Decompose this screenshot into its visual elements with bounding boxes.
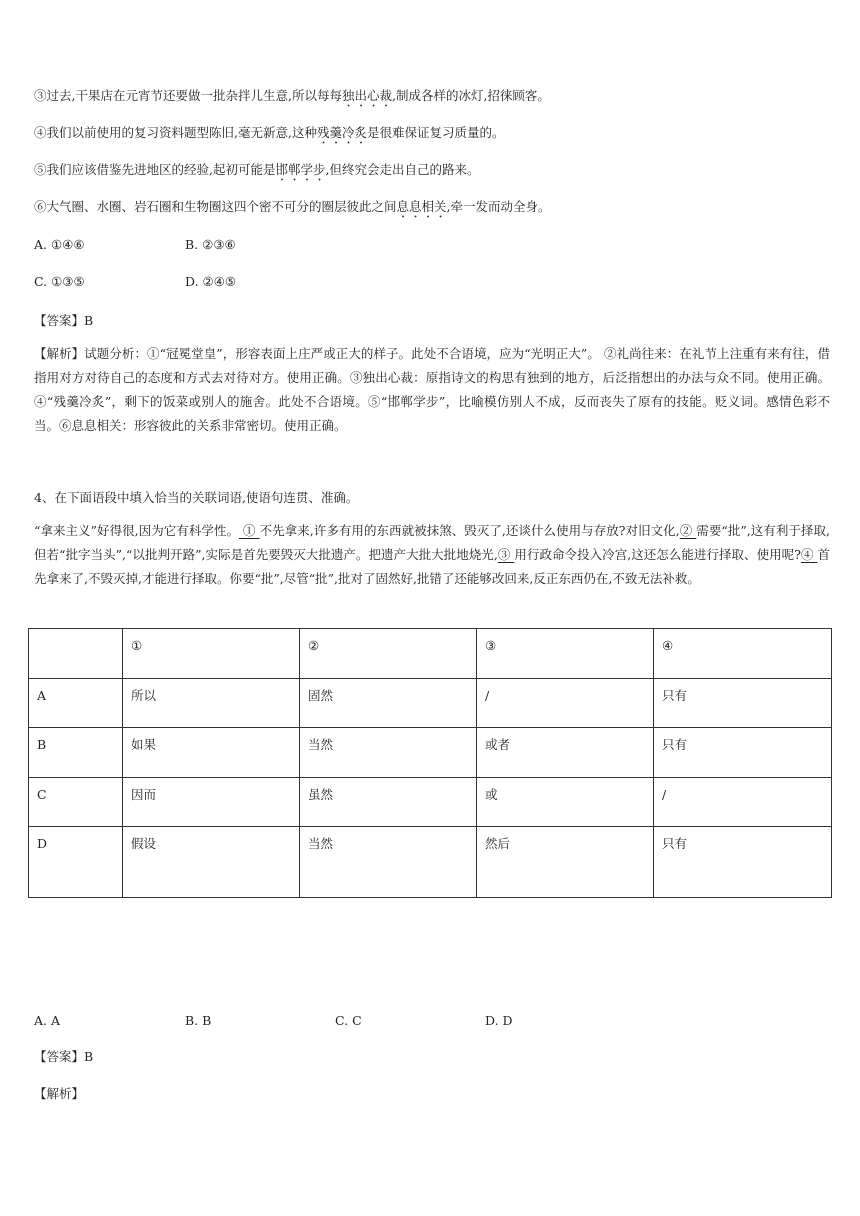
sentence-6-idiom: 息息相关 [396,199,447,214]
q4-blank-4: ④ [800,547,818,562]
sentence-5-pre: ⑤我们应该借鉴先进地区的经验,起初可能是 [34,162,276,177]
table-cell: 只有 [654,728,832,778]
table-header-cell: ③ [477,629,654,679]
table-cell: / [477,679,654,728]
q3-analysis: 【解析】试题分析：①“冠冕堂皇”，形容表面上庄严或正大的样子。此处不合语境，应为“光明正大”。 ②礼尚往来：在礼节上注重有来有往，借指用对方对待自己的态度和方式去对待对方。使用正确。③独出心裁：原指诗文的构思有独到的地方，后泛指想出的办法与众不同。使用正确。④“残羹冷炙”，剩下的饭菜或别人的施舍。此处不合语境。⑤“邯郸学步”，比喻模仿别人不成，反而丧失了原有的技能。贬义词。感情色彩不当。⑥息息相关：形容彼此的关系非常密切。使用正确。 [34,346,830,433]
sentence-4-pre: ④我们以前使用的复习资料题型陈旧,毫无新意,这种 [34,125,317,140]
sentence-6 [34,198,551,221]
sentence-4-idiom: 残羹冷炙 [316,125,367,140]
table-cell: 当然 [300,827,477,898]
table-cell: 如果 [123,728,300,778]
table-row [29,827,832,898]
q3-option-c: C. ①③⑤ [34,274,85,289]
sentence-3 [34,87,550,110]
q4-title: 4、在下面语段中填入恰当的关联词语,使语句连贯、准确。 [34,490,359,505]
q4-option-a: A. A [34,1013,61,1028]
table-cell: 所以 [123,679,300,728]
table-row [29,728,832,778]
table-header-cell: ① [123,629,300,679]
sentence-3-idiom: 独出心裁 [341,88,392,103]
q4-blank-2: ② [679,523,697,538]
q4-passage-part-5: 首先拿来了,不毁灭掉,才能进行择取。你要“批”,尽管“批”,批对了固然好,批错了还能够改回来,反正东西仍在,不致无法补救。 [34,547,831,586]
table-cell: / [654,778,832,827]
q4-option-d: D. D [485,1013,513,1028]
table-header-cell: ④ [654,629,832,679]
table-cell: 然后 [477,827,654,898]
table-cell: 只有 [654,679,832,728]
q4-passage-part-3: 需要“批”,这有利于择取,但若“批字当头”,“以批判开路”,实际是首先要毁灭大批遗产。把遗产大批大批地烧光, [34,523,830,562]
table-cell: A [29,679,123,728]
table-cell: 当然 [300,728,477,778]
table-cell: 固然 [300,679,477,728]
q4-blank-1: ① [239,523,260,538]
q4-option-c: C. C [335,1013,362,1028]
q3-option-a: A. ①④⑥ [34,237,85,252]
table-cell: 或者 [477,728,654,778]
sentence-6-pre: ⑥大气圈、水圈、岩石圈和生物圈这四个密不可分的圈层彼此之间 [34,199,397,214]
sentence-5-idiom: 邯郸学步 [275,162,326,177]
table-cell: 只有 [654,827,832,898]
table-cell: 假设 [123,827,300,898]
sentence-3-pre: ③过去,干果店在元宵节还要做一批杂拌儿生意,所以每每 [34,88,342,103]
q3-answer: 【答案】B [34,313,94,328]
table-row [29,679,832,728]
q3-option-b: B. ②③⑥ [185,237,236,252]
table-cell: 虽然 [300,778,477,827]
sentence-5 [34,161,479,184]
table-cell: C [29,778,123,827]
q4-analysis-label: 【解析】 [34,1086,85,1101]
table-cell: 因而 [123,778,300,827]
table-header-row [29,629,832,679]
sentence-4 [34,124,504,147]
q4-passage [34,519,830,591]
q4-blank-3: ③ [497,547,515,562]
table-cell: D [29,827,123,898]
table-header-cell [29,629,123,679]
sentence-5-post: ,但终究会走出自己的路来。 [325,162,480,177]
q4-passage-part-2: 不先拿来,许多有用的东西就被抹煞、毁灭了,还谈什么使用与存放?对旧文化, [259,523,680,538]
sentence-3-post: ,制成各样的冰灯,招徕顾客。 [391,88,550,103]
table-cell: B [29,728,123,778]
sentence-4-post: 是很难保证复习质量的。 [366,125,505,140]
sentence-6-post: ,牵一发而动全身。 [446,199,551,214]
q4-option-b: B. B [185,1013,212,1028]
q3-option-d: D. ②④⑤ [185,274,237,289]
q4-answer: 【答案】B [34,1049,94,1064]
table-cell: 或 [477,778,654,827]
table-header-cell: ② [300,629,477,679]
q4-options-table [28,628,832,898]
q4-passage-part-1: “拿来主义”好得很,因为它有科学性。 [34,523,240,538]
q4-passage-part-4: 用行政命令投入冷宫,这还怎么能进行择取、使用呢? [514,547,801,562]
table-row [29,778,832,827]
